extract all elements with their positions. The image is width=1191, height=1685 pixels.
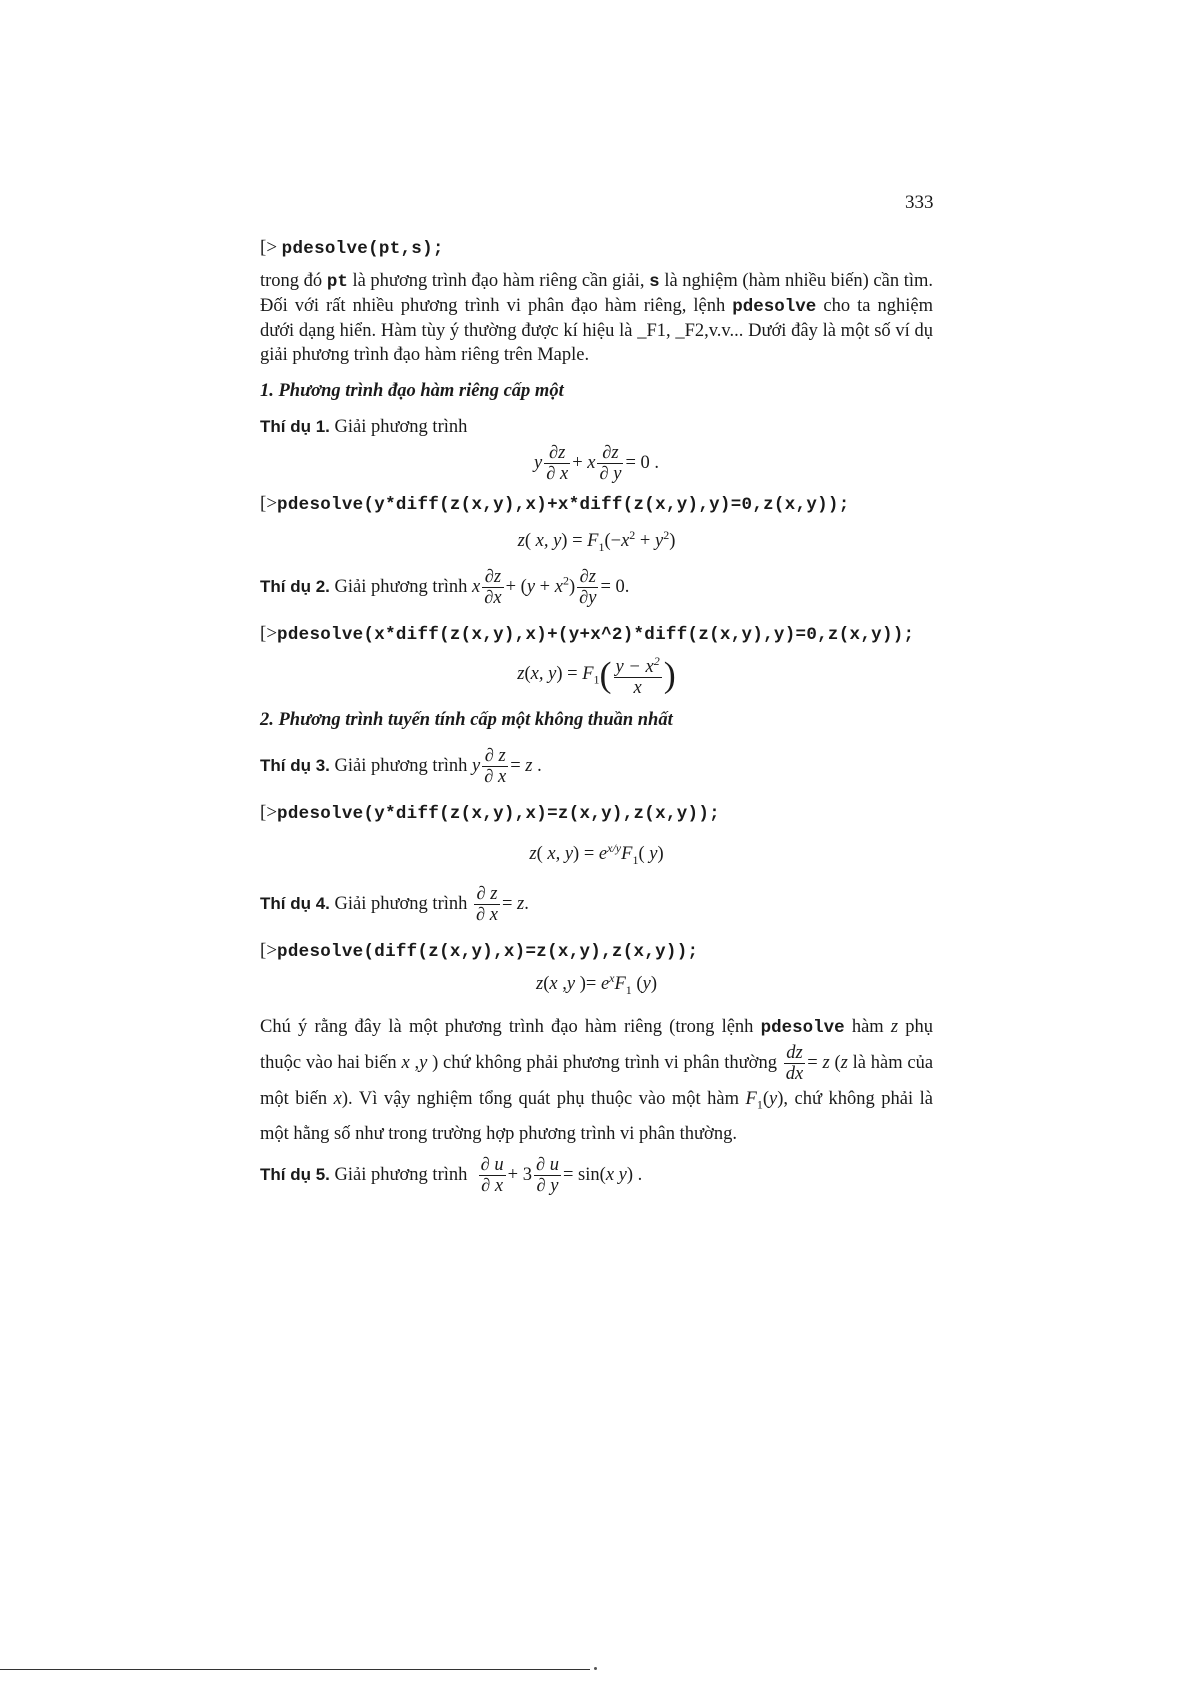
example-1-equation: y $\frac{\partial z}{\partial x}$ + x $\frac{\partial z}{\partial y}$ = 0 . — [533, 443, 660, 484]
keyword-pdesolve: pdesolve — [760, 1017, 845, 1038]
note-text-5: là hàm của một biến — [260, 1052, 934, 1109]
example-2-label: Thí dụ 2. — [260, 576, 330, 596]
example-3-text: Giải phương trình — [334, 755, 468, 776]
note-text-2: hàm — [851, 1016, 884, 1037]
intro-text-4: cho ta nghiệm dưới dạng hiển. Hàm tùy ý thường được kí hiệu là — [260, 296, 934, 341]
page-content — [260, 237, 934, 1197]
example-1-command — [260, 492, 933, 517]
example-3-label: Thí dụ 3. — [260, 755, 330, 775]
example-2-solution: z(x, $y) = F_1$( $\frac{y - x^2}{x}$ ) — [260, 651, 933, 698]
command-code: pdesolve(y*diff(z(x,y),x)=z(x,y),z(x,y)); — [277, 804, 720, 824]
example-1-text: Giải phương trình — [334, 417, 468, 437]
intro-text-1: trong đó — [260, 271, 323, 291]
prompt: [> — [260, 237, 278, 258]
example-3: Thí dụ 3. Giải phương trình y $\frac{\partial z}{\partial x}$ = z . — [260, 746, 542, 787]
keyword-s: s — [649, 272, 660, 292]
example-1 — [260, 415, 933, 439]
intro-text-5: _F1, _F2,v.v... Dưới đây là một số ví dụ giải phương trình đạo hàm riêng trên Maple. — [260, 321, 934, 365]
example-4-text: Giải phương trình — [334, 893, 468, 914]
prompt: [> — [260, 939, 278, 961]
example-4-command — [260, 939, 933, 964]
prompt: [> — [260, 493, 278, 514]
syntax-line — [260, 236, 933, 261]
section-heading-2: 2. Phương trình tuyến tính cấp một không thuần nhất — [260, 710, 673, 730]
section-heading-1: 1. Phương trình đạo hàm riêng cấp một — [260, 381, 564, 401]
example-2-command — [260, 622, 933, 647]
example-5-text: Giải phương trình — [334, 1165, 468, 1186]
example-1-solution: z( x, $y) = F_1(-x^2 + y^2)$ — [517, 528, 676, 554]
example-5: Thí dụ 5. Giải phương trình $\frac{\partial u}{\partial x}$ + 3 $\frac{\partial u}{\partial y}$ = sin(x y) . — [260, 1155, 643, 1197]
intro-text-3: là nghiệm (hàm nhiều biến) cần tìm. Đối với rất nhiều phương trình vi phân đạo hàm riêng, lệnh — [260, 271, 933, 316]
footer-divider — [0, 1669, 590, 1670]
prompt: [> — [260, 802, 278, 823]
example-4: Thí dụ 4. Giải phương trình $\frac{\partial z}{\partial x}$ = z. — [260, 883, 529, 925]
command-code: pdesolve(x*diff(z(x,y),x)+(y+x^2)*diff(z(x,y),y)=0,z(x,y)); — [277, 624, 915, 645]
note-text-6: ). Vì vậy nghiệm tổng quát phụ thuộc vào một hàm — [341, 1088, 740, 1109]
keyword-pt: pt — [326, 272, 348, 292]
example-2-text: Giải phương trình — [334, 576, 468, 597]
example-3-command — [260, 801, 933, 826]
note-paragraph: Chú ý rằng đây là một phương trình đạo hàm riêng (trong lệnh pdesolve hàm z phụ thuộc vào hai biến x ,y ) chứ không phải phương trình vi phân thường $\frac{dz}{dx}$ = z (z là hàm của một biến x). Vì vậy nghiệm tổng quát phụ thuộc vào một hàm $F_1(y)$, chứ không phải là một hằng số như trong trường hợp phương trình vi phân thường. — [260, 1016, 934, 1145]
keyword-pdesolve: pdesolve — [732, 297, 817, 317]
intro-text-2: là phương trình đạo hàm riêng cần giải, — [352, 271, 645, 291]
command-code: pdesolve(y*diff(z(x,y),x)+x*diff(z(x,y),y)=0,z(x,y)); — [277, 495, 850, 515]
example-2: Thí dụ 2. Giải phương trình x $\frac{\partial z}{\partial x}$ + $(y + x^2)$ $\frac{\partial z}{\partial y}$ = 0. — [260, 566, 630, 608]
note-text-4: ) chứ không phải phương trình vi phân thường — [432, 1052, 777, 1073]
intro-paragraph — [260, 269, 933, 367]
command-code: pdesolve(diff(z(x,y),x)=z(x,y),z(x,y)); — [277, 941, 699, 962]
syntax-code: pdesolve(pt,s); — [281, 239, 444, 259]
note-text-3: phụ thuộc vào hai biến — [260, 1016, 933, 1073]
example-4-label: Thí dụ 4. — [260, 893, 330, 913]
example-3-solution: z( x, $y) = e^{x/y}F_1$( y) — [529, 841, 664, 867]
footer-dot — [594, 1667, 597, 1670]
example-4-solution: z(x ,y )= $e^xF_1$ (y) — [536, 970, 657, 997]
example-1-label: Thí dụ 1. — [260, 417, 330, 436]
note-text-1: Chú ý rằng đây là một phương trình đạo hàm riêng (trong lệnh — [260, 1016, 754, 1037]
note-text-7: , chứ không phải là một hằng số như trong trường hợp phương trình vi phân thường. — [260, 1088, 934, 1145]
page-number: 333 — [905, 192, 934, 213]
prompt: [> — [260, 622, 278, 644]
example-5-label: Thí dụ 5. — [260, 1165, 330, 1185]
